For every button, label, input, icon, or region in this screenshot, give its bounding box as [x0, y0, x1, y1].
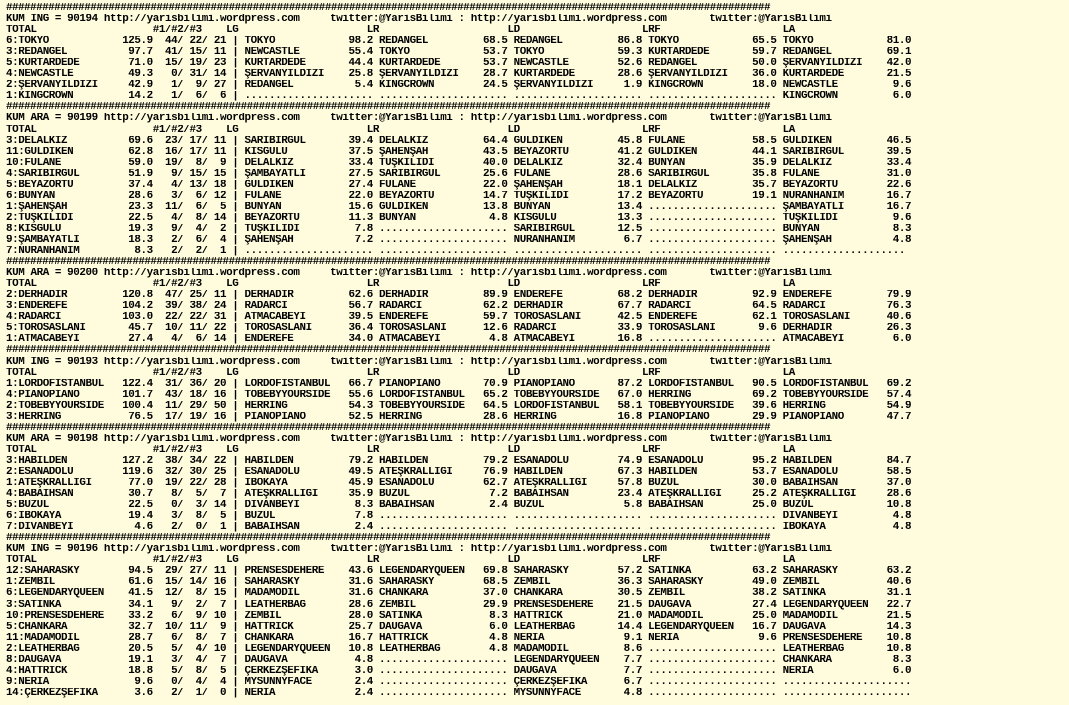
report-line: 3:ENDEREFE 104.2 39/ 38/ 24 | RADARCI 56.7 RADARCI 62.2 DERHADIR 67.7 RADARCI 64.5 RADARCI 76.3	[6, 301, 912, 313]
report-line: 1:ZEMBİL 61.6 15/ 14/ 16 | SAHARASKY 31.6 SAHARASKY 68.5 ZEMBİL 36.3 SAHARASKY 49.0 ZEMBİL 40.6	[6, 577, 912, 589]
report-line: 4:RADARCI 103.0 22/ 22/ 31 | ATMACABEYİ 39.5 ENDEREFE 59.7 TOROSASLANI 42.5 ENDEREFE 62.1 TOROSASLANI 40.6	[6, 312, 912, 324]
report-line: 1:ATMACABEYİ 27.4 4/ 6/ 14 | ENDEREFE 34.0 ATMACABEYİ 4.8 ATMACABEYİ 16.8 ..................... ATMACABEYİ 6.0	[6, 334, 912, 346]
report-line: 2:TUŞKİLİDİ 22.5 4/ 8/ 14 | BEYAZÖRTÜ 11.3 BUNYAN 4.8 KISGÜLÜ 13.3 ..................... TUŞKİLİDİ 9.6	[6, 212, 912, 224]
report-line: 6:TOKYO 125.9 44/ 22/ 21 | TOKYO 98.2 REDANGEL 68.5 REDANGEL 86.8 TOKYO 65.5 TOKYO 81.0	[6, 36, 912, 48]
separator-line: ###############################################################################################################################	[6, 533, 770, 545]
report-line: KUM ING = 90193 http://yarisbilimi.wordpress.com twitter:@YarisBilimi : http://yarisbilimi.wordpress.com twitter:@YarisBilimi	[6, 356, 832, 368]
report-line: 14:ÇERKEZŞEFİKA 3.6 2/ 1/ 0 | NERIA 2.4 ..................... MYSUNNYFACE 4.8 ..................... .....................	[6, 687, 912, 699]
report-line: 1:LORDOFISTANBUL 122.4 31/ 36/ 20 | LORDOFISTANBUL 66.7 PİANOPİANO 70.9 PİANOPİANO 87.2 LORDOFISTANBUL 90.5 LORDOFISTANBUL 69.2	[6, 378, 912, 390]
report-line: 4:BABAİHSAN 30.7 8/ 5/ 7 | ATEŞKRALLIĞI 35.9 BUZUL 7.2 BABAİHSAN 23.4 ATEŞKRALLIĞI 25.2 ATEŞKRALLIĞI 28.6	[6, 489, 912, 501]
report-line: 5:KURTARDEDE 71.0 15/ 19/ 23 | KURTARDEDE 44.4 KURTARDEDE 53.7 NEWCASTLE 52.6 REDANGEL 50.0 ŞERVANYILDIZI 42.0	[6, 58, 912, 70]
report-line: 3:DELALKIZ 69.6 23/ 17/ 11 | SARIBİRGÜL 39.4 DELALKIZ 64.4 GÜLDİKEN 45.8 FÜLANE 58.5 GÜLDİKEN 46.5	[6, 135, 912, 147]
report-line: 6:İBOKAYA 19.4 3/ 8/ 5 | BUZUL 7.8 ..................... ..................... ..................... DİVANBEYİ 4.8	[6, 511, 912, 523]
report-line: KUM ING = 90194 http://yarisbilimi.wordpress.com twitter:@YarisBilimi : http://yarisbilimi.wordpress.com twitter:@YarisBilimi	[6, 14, 832, 26]
report-line: TOTAL #1/#2/#3 LG LR LD LRF LA	[6, 279, 795, 291]
report-line: 8:DAUGAVA 19.1 3/ 4/ 7 | DAUGAVA 4.8 ..................... LEGENDARYQUEEN 7.7 ..................... CHANKARA 8.3	[6, 654, 912, 666]
report-line: 9:NERIA 9.6 0/ 4/ 4 | MYSUNNYFACE 2.4 ..................... ÇERKEZŞEFİKA 6.7 ..................... .....................	[6, 676, 912, 688]
report-line: 1:ŞAHENŞAH 23.3 11/ 6/ 5 | BUNYAN 15.6 GÜLDİKEN 13.8 BUNYAN 13.4 ..................... ŞAMBAYATLI 16.7	[6, 201, 912, 213]
report-line: 11:MADAMODİL 28.7 6/ 8/ 7 | CHANKARA 16.7 HATTRICK 4.8 NERIA 9.1 NERIA 9.6 PRENSESDEHERE 10.8	[6, 632, 912, 644]
report-line: 2:ESANADOLU 119.6 32/ 30/ 25 | ESANADOLU 49.5 ATEŞKRALLIĞI 76.9 HABİLDEN 67.3 HABİLDEN 53.7 ESANADOLU 58.5	[6, 466, 912, 478]
report-line: 2:DERHADIR 120.8 47/ 25/ 11 | DERHADIR 62.6 DERHADIR 89.9 ENDEREFE 68.2 DERHADIR 92.9 ENDEREFE 79.9	[6, 290, 912, 302]
report-line: 5:CHANKARA 32.7 10/ 11/ 9 | HATTRICK 25.7 DAUGAVA 6.0 LEATHERBAG 14.4 LEGENDARYQUEEN 16.7 DAUGAVA 14.3	[6, 621, 912, 633]
report-line: 2:ŞERVANYILDIZI 42.9 1/ 9/ 27 | REDANGEL 5.4 KINGCROWN 24.5 ŞERVANYILDIZI 1.9 KINGCROWN 18.0 NEWCASTLE 9.6	[6, 80, 912, 92]
report-line: 10:PRENSESDEHERE 33.2 6/ 9/ 10 | ZEMBİL 28.0 SATINKA 8.3 HATTRICK 21.0 MADAMODİL 25.0 MADAMODİL 21.5	[6, 610, 912, 622]
report-line: 10:FÜLANE 59.0 19/ 8/ 9 | DELALKIZ 33.4 TUŞKİLİDİ 40.0 DELALKIZ 32.4 BUNYAN 35.9 DELALKIZ 33.4	[6, 157, 912, 169]
report-line: TOTAL #1/#2/#3 LG LR LD LRF LA	[6, 444, 795, 456]
report-line: KUM ARA = 90200 http://yarisbilimi.wordpress.com twitter:@YarisBilimi : http://yarisbilimi.wordpress.com twitter:@YarisBilimi	[6, 268, 832, 280]
report-line: 6:BUNYAN 28.6 3/ 6/ 12 | FÜLANE 22.0 BEYAZÖRTÜ 14.7 TUŞKİLİDİ 17.2 BEYAZÖRTÜ 19.1 NURANHANIM 16.7	[6, 190, 912, 202]
report-line: 11:GÜLDİKEN 62.8 16/ 17/ 11 | KISGÜLÜ 37.5 ŞAHENŞAH 43.5 BEYAZÖRTÜ 41.2 GÜLDİKEN 44.1 SARIBİRGÜL 39.5	[6, 146, 912, 158]
report-line: KUM ING = 90196 http://yarisbilimi.wordpress.com twitter:@YarisBilimi : http://yarisbilimi.wordpress.com twitter:@YarisBilimi	[6, 544, 832, 556]
report-line: TOTAL #1/#2/#3 LG LR LD LRF LA	[6, 124, 795, 136]
report-line: 2:TOBEBYYOURSIDE 100.4 11/ 29/ 50 | HERRING 54.3 TOBEBYYOURSIDE 64.5 LORDOFISTANBUL 58.1 TOBEBYYOURSIDE 39.6 HERRING 54.9	[6, 400, 912, 412]
separator-line: ###############################################################################################################################	[6, 257, 770, 269]
separator-line: ###############################################################################################################################	[6, 102, 770, 114]
report-line: 4:SARIBİRGÜL 51.9 9/ 15/ 15 | ŞAMBAYATLI 27.5 SARIBİRGÜL 25.6 FÜLANE 28.6 SARIBİRGÜL 35.8 FÜLANE 31.0	[6, 168, 912, 180]
report-line: 12:SAHARASKY 94.5 29/ 27/ 11 | PRENSESDEHERE 43.6 LEGENDARYQUEEN 69.8 SAHARASKY 57.2 SATINKA 63.2 SAHARASKY 63.2	[6, 566, 912, 578]
report-line: 9:ŞAMBAYATLI 18.3 2/ 6/ 4 | ŞAHENŞAH 7.2 ..................... NURANHANIM 6.7 ..................... ŞAHENŞAH 4.8	[6, 234, 912, 246]
report-line: 5:TOROSASLANI 45.7 10/ 11/ 22 | TOROSASLANI 36.4 TOROSASLANI 12.6 RADARCI 33.9 TOROSASLANI 9.6 DERHADIR 26.3	[6, 323, 912, 335]
report-line: 8:KISGÜLÜ 19.3 9/ 4/ 2 | TUŞKİLİDİ 7.8 ..................... SARIBİRGÜL 12.5 ..................... BUNYAN 8.3	[6, 223, 912, 235]
report-line: KUM ARA = 90198 http://yarisbilimi.wordpress.com twitter:@YarisBilimi : http://yarisbilimi.wordpress.com twitter:@YarisBilimi	[6, 433, 832, 445]
report-line: 3:REDANGEL 97.7 41/ 15/ 11 | NEWCASTLE 55.4 TOKYO 53.7 TOKYO 59.3 KURTARDEDE 59.7 REDANGEL 69.1	[6, 47, 912, 59]
report-line: 7:DİVANBEYİ 4.6 2/ 0/ 1 | BABAİHSAN 2.4 ..................... ..................... ..................... İBOKAYA 4.8	[6, 522, 912, 534]
report-line: 3:SATINKA 34.1 9/ 2/ 7 | LEATHERBAG 28.6 ZEMBİL 29.9 PRENSESDEHERE 21.5 DAUGAVA 27.4 LEGENDARYQUEEN 22.7	[6, 599, 912, 611]
separator-line: ###############################################################################################################################	[6, 345, 770, 357]
report-line: TOTAL #1/#2/#3 LG LR LD LRF LA	[6, 25, 795, 37]
report-line: 5:BUZUL 22.5 0/ 3/ 14 | DİVANBEYİ 8.3 BABAİHSAN 2.4 BUZUL 5.8 BABAİHSAN 25.0 BUZUL 10.8	[6, 500, 912, 512]
report-line: 3:HABİLDEN 127.2 38/ 34/ 22 | HABİLDEN 79.2 HABİLDEN 79.2 ESANADOLU 74.9 ESANADOLU 95.2 HABİLDEN 84.7	[6, 455, 912, 467]
report-line: 6:LEGENDARYQUEEN 41.5 12/ 8/ 15 | MADAMODİL 31.6 CHANKARA 37.0 CHANKARA 30.5 ZEMBİL 38.2 SATINKA 31.1	[6, 588, 912, 600]
report-line: 5:BEYAZÖRTÜ 37.4 4/ 13/ 18 | GÜLDİKEN 27.4 FÜLANE 22.0 ŞAHENŞAH 18.1 DELALKIZ 35.7 BEYAZÖRTÜ 22.6	[6, 179, 912, 191]
report-line: KUM ARA = 90199 http://yarisbilimi.wordpress.com twitter:@YarisBilimi : http://yarisbilimi.wordpress.com twitter:@YarisBilimi	[6, 113, 832, 125]
report-line: 4:PİANOPİANO 101.7 43/ 18/ 16 | TOBEBYYOURSIDE 55.6 LORDOFISTANBUL 65.2 TOBEBYYOURSIDE 67.0 HERRING 69.2 TOBEBYYOURSIDE 57.4	[6, 389, 912, 401]
separator-line: ###############################################################################################################################	[6, 3, 770, 14]
report-line: 1:KINGCROWN 14.2 1/ 6/ 6 | ..................... ..................... ..................... ..................... KINGCROWN 6.0	[6, 91, 912, 103]
report-line: TOTAL #1/#2/#3 LG LR LD LRF LA	[6, 555, 795, 567]
report-line: 1:ATEŞKRALLIĞI 77.0 19/ 22/ 28 | İBOKAYA 45.9 ESANADOLU 62.7 ATEŞKRALLIĞI 57.8 BUZUL 30.0 BABAİHSAN 37.0	[6, 478, 912, 490]
report-line: TOTAL #1/#2/#3 LG LR LD LRF LA	[6, 367, 795, 379]
report-line: 7:NURANHANIM 8.3 2/ 2/ 1 | ..................... ..................... ..................... ..................... ....................	[6, 246, 905, 258]
report-line: 3:HERRING 76.5 17/ 19/ 16 | PİANOPİANO 52.5 HERRING 28.6 HERRING 16.8 PİANOPİANO 29.9 PİANOPİANO 47.7	[6, 411, 912, 423]
report-line: 2:LEATHERBAG 20.5 5/ 4/ 10 | LEGENDARYQUEEN 10.8 LEATHERBAG 4.8 MADAMODİL 8.6 ..................... LEATHERBAG 10.8	[6, 643, 912, 655]
report-line: 4:NEWCASTLE 49.3 0/ 31/ 14 | ŞERVANYILDIZI 25.8 ŞERVANYILDIZI 28.7 KURTARDEDE 28.6 ŞERVANYILDIZI 36.0 KURTARDEDE 21.5	[6, 69, 912, 81]
report-line: 4:HATTRICK 18.8 5/ 8/ 5 | ÇERKEZŞEFİKA 3.0 ..................... DAUGAVA 7.7 ..................... NERIA 6.0	[6, 665, 912, 677]
separator-line: ###############################################################################################################################	[6, 422, 770, 434]
